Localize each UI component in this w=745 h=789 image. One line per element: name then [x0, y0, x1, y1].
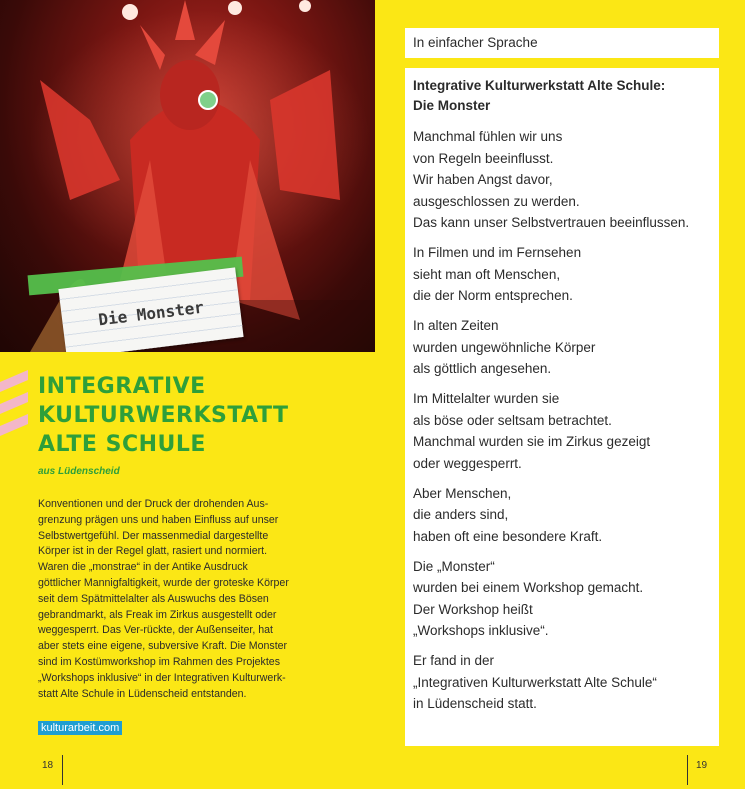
monster-costume-photo [0, 0, 375, 352]
article-title: INTEGRATIVE KULTURWERKSTATT ALTE SCHULE [38, 374, 289, 457]
easy-language-paragraph: Manchmal fühlen wir uns von Regeln beeinflusst. Wir haben Angst davor, ausgeschlossen zu werden. Das kann unser Selbstvertrauen beeinflussen. [413, 129, 690, 230]
page-divider-left [62, 755, 63, 785]
decorative-stripes [0, 370, 28, 440]
article-body-text: Konventionen und der Druck der drohenden Aus- grenzung prägen uns und haben Einfluss auf unser Selbstwertgefühl. Der massenmedial dargestellte Körper ist in der Regel glatt, rasiert und normiert. Waren die „monstrae“ in der Antike Ausdruck göttlicher Mannigfaltigkeit, wurde der groteske Körper seit dem Spätmittelalter als Auswuchs des Bösen gebrandmarkt, als Freak im Zirkus ausgestellt oder weggesperrt. Das Ver-rückte, der Außenseiter, hat aber stets eine eigene, subversive Kraft. Die Monster sind im Kostümworkshop im Rahmen des Projektes „Workshops inklusive“ in der Integrativen Kulturwerk- statt Alte Schule in Lüdenscheid entstanden. [38, 498, 289, 700]
easy-language-paragraph: In alten Zeiten wurden ungewöhnliche Körper als göttlich angesehen. [413, 318, 596, 376]
easy-language-paragraph: Aber Menschen, die anders sind, haben oft eine besondere Kraft. [413, 485, 603, 544]
photo-label-text: Die Monster [97, 297, 205, 329]
article-subtitle: aus Lüdenscheid [38, 466, 120, 477]
page-number-right: 19 [696, 760, 708, 771]
article-body [38, 497, 338, 702]
easy-language-paragraph: Im Mittelalter wurden sie als böse oder seltsam betrachtet. Manchmal wurden sie im Zirkus gezeigt oder weggesperrt. [413, 391, 651, 471]
easy-language-box [405, 68, 719, 746]
page-divider-right [687, 755, 688, 785]
easy-language-label-text: In einfacher Sprache [413, 35, 538, 50]
easy-language-label [405, 28, 719, 58]
kulturarbeit-link[interactable]: kulturarbeit.com [38, 721, 122, 735]
page-number-left: 18 [42, 760, 54, 771]
easy-language-paragraph: In Filmen und im Fernsehen sieht man oft Menschen, die der Norm entsprechen. [413, 245, 582, 303]
easy-language-paragraph: Die „Monster“ wurden bei einem Workshop gemacht. Der Workshop heißt „Workshops inklusive“. [413, 558, 644, 638]
easy-language-heading: Integrative Kulturwerkstatt Alte Schule: Die Monster [413, 78, 666, 113]
easy-language-paragraph: Er fand in der „Integrativen Kulturwerkstatt Alte Schule“ in Lüdenscheid statt. [413, 653, 657, 711]
